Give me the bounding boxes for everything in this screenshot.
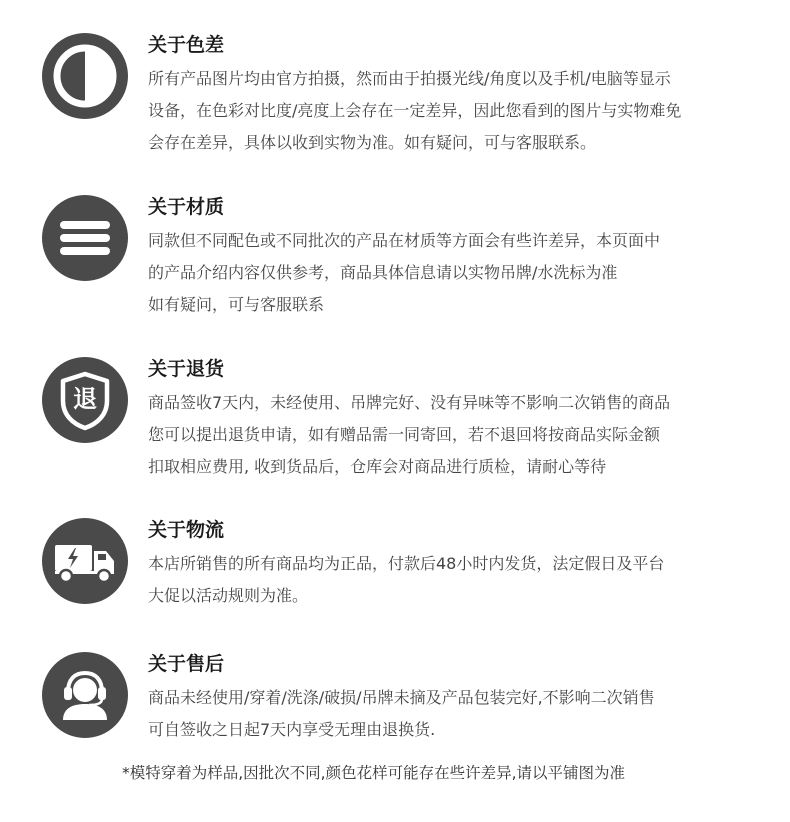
customer-service-headset-icon [42,652,128,738]
section-title: 关于退货 [148,358,225,380]
section-text-line: 同款但不同配色或不同批次的产品在材质等方面会有些许差异，本页面中 [148,231,661,250]
section-text-line: 如有疑问，可与客服联系 [148,295,325,314]
return-shield-glyph: 退 [73,385,97,413]
section-text-line: 大促以活动规则为准。 [148,586,309,605]
section-text-line: 商品签收7天内，未经使用、吊牌完好、没有异味等不影响二次销售的商品 [148,393,671,412]
section-title: 关于物流 [148,519,225,541]
section-text-line: 您可以提出退货申请，如有赠品需一同寄回，若不退回将按商品实际金额 [148,425,661,444]
section-text-line: 可自签收之日起7天内享受无理由退换货. [148,720,436,739]
material-lines-icon [42,195,128,281]
section-title: 关于色差 [148,34,225,56]
section-title: 关于售后 [148,653,225,675]
section-text-line: 本店所销售的所有商品均为正品，付款后48小时内发货，法定假日及平台 [148,554,665,573]
model-sample-footnote: *模特穿着为样品,因批次不同,颜色花样可能存在些许差异,请以平铺图为准 [122,764,626,782]
half-circle-contrast-icon [42,33,128,119]
section-text-line: 的产品介绍内容仅供参考，商品具体信息请以实物吊牌/水洗标为准 [148,263,618,282]
section-text-line: 会存在差异，具体以收到实物为准。如有疑问，可与客服联系。 [148,133,597,152]
section-text-line: 所有产品图片均由官方拍摄，然而由于拍摄光线/角度以及手机/电脑等显示 [148,69,671,88]
section-text-line: 设备，在色彩对比度/亮度上会存在一定差异，因此您看到的图片与实物难免 [148,101,682,120]
section-text-line: 商品未经使用/穿着/洗涤/破损/吊牌未摘及产品包装完好,不影响二次销售 [148,688,655,707]
section-title: 关于材质 [148,196,225,218]
return-shield-icon [42,357,128,443]
delivery-truck-icon [42,518,128,604]
section-text-line: 扣取相应费用, 收到货品后，仓库会对商品进行质检，请耐心等待 [148,457,607,476]
